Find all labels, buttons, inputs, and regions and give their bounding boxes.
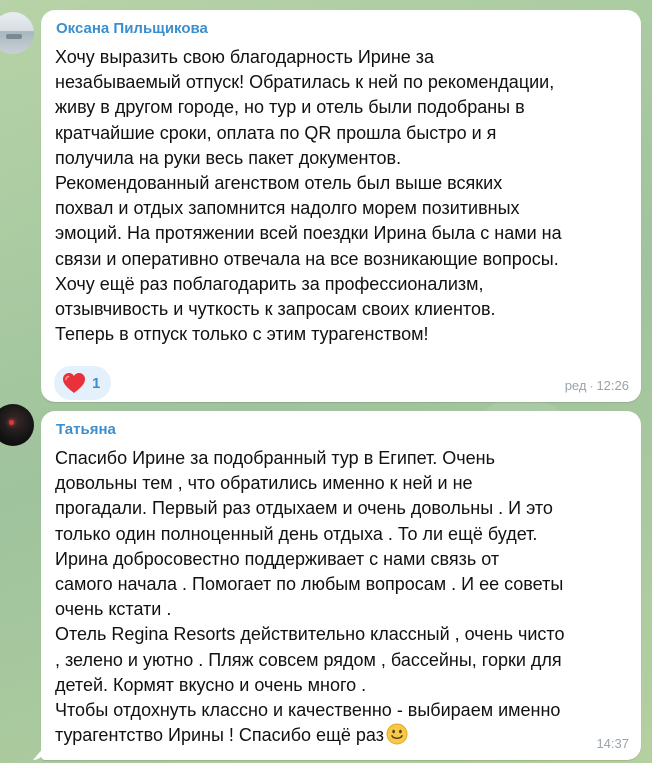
message-bubble[interactable] (41, 10, 641, 402)
edited-label: ред (564, 378, 587, 393)
message-time: 12:26 (596, 378, 629, 393)
sender-avatar-tatyana[interactable] (0, 404, 34, 446)
smiling-face-icon (386, 723, 408, 745)
sender-avatar-oksana[interactable] (0, 12, 34, 54)
message-meta (596, 736, 629, 751)
heart-icon (62, 372, 86, 394)
sender-name[interactable]: Татьяна (56, 421, 116, 438)
reaction-count: 1 (92, 374, 101, 392)
message-text-body: Спасибо Ирине за подобранный тур в Египет. Очень довольны тем , что обратились именно к ней и не прогадали. Первый раз отдыхаем и очень довольны . И это только один полноценный день отдыха . То ли ещё будет. Ирина добросовестно поддерживает с нами связь от самого начала . Помогает по любым вопросам . И ее советы очень кстати . Отель Regina Resorts действительно классный , очень чисто , зелено и уютно . Пляж совсем рядом , бассейны, горки для детей. Кормят вкусно и очень много . Чтобы отдохнуть классно и качественно - выбираем именно турагентство Ирины ! Спасибо ещё раз (55, 448, 565, 746)
meta-separator-icon: · (589, 378, 594, 393)
reaction-chip[interactable] (54, 366, 111, 400)
message-meta (565, 378, 629, 393)
sender-name[interactable]: Оксана Пильщикова (56, 20, 208, 37)
message-bubble[interactable] (41, 411, 641, 760)
message-time: 14:37 (596, 736, 629, 751)
message-text (55, 446, 627, 748)
message-text: Хочу выразить свою благодарность Ирине за незабываемый отпуск! Обратилась к ней по рекомендации, живу в другом городе, но тур и отель были подобраны в кратчайшие сроки, оплата по QR прошла быстро и я получила на руки весь пакет документов. Рекомендованный агенством отель был выше всяких похвал и отдых запомнится надолго морем позитивных эмоций. На протяжении всей поездки Ирина была с нами на связи и оперативно отвечала на все возникающие вопросы. Хочу ещё раз поблагодарить за профессионализм, отзывчивость и чуткость к запросам своих клиентов. Теперь в отпуск только с этим турагенством! (55, 47, 562, 345)
